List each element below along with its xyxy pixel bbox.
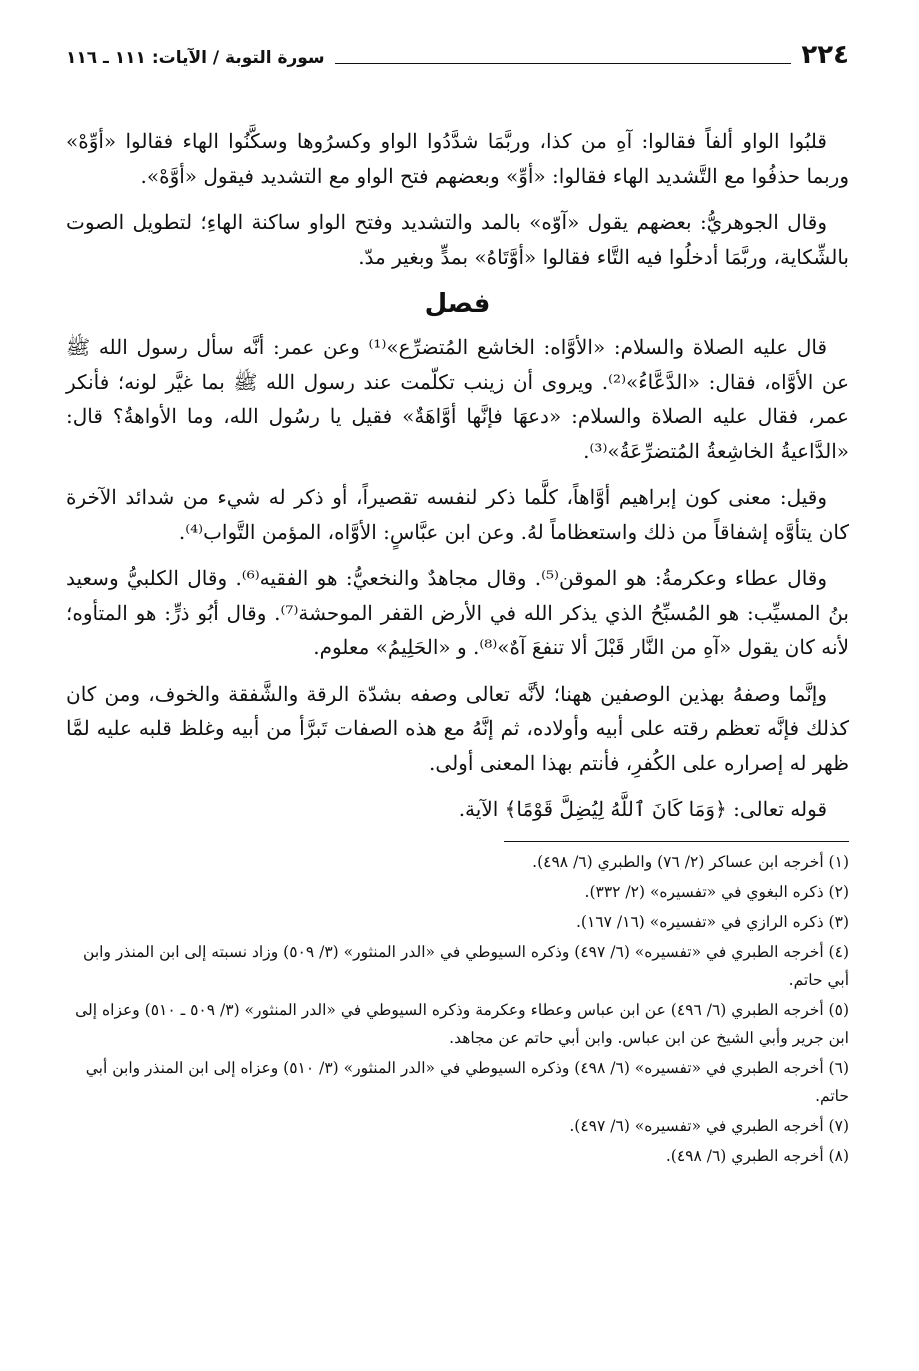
- footnote: (٤) أخرجه الطبري في «تفسيره» (٦/ ٤٩٧) وذكره السيوطي في «الدر المنثور» (٣/ ٥٠٩) وزاد نسبته إلى ابن المنذر وابن أبي حاتم.: [83, 942, 849, 989]
- footnote: (٣) ذكره الرازي في «تفسيره» (١٦/ ١٦٧).: [576, 912, 849, 931]
- section-heading: فصل: [424, 289, 491, 319]
- footnote: (٥) أخرجه الطبري (٦/ ٤٩٦) عن ابن عباس وعطاء وعكرمة وذكره السيوطي في «الدر المنثور» (٣/ ٥٠٩ ـ ٥١٠) وعزاه إلى ابن جرير وأبي الشيخ عن ابن عباس. وابن أبي حاتم عن مجاهد.: [75, 1000, 849, 1047]
- footnote: (٧) أخرجه الطبري في «تفسيره» (٦/ ٤٩٧).: [569, 1116, 849, 1135]
- paragraph: قلبُوا الواو ألفاً فقالوا: آهِ من كذا، وربَّمَا شدَّدُوا الواو وكسرُوها وسكَّنُوا الهاء فقالوا «أوِّهْ» وربما حذفُوا مع التَّشديد الهاء فقالوا: «أوِّ» وبعضهم فتح الواو مع التشديد فيقول «أوَّهْ».: [66, 129, 849, 188]
- paragraph: وقال الجوهريُّ: بعضهم يقول «آوّه» بالمد والتشديد وفتح الواو ساكنة الهاءِ؛ لتطويل الصوت بالشِّكاية، وربَّمَا أدخلُوا فيه التَّاء فقالوا «أوَّتَاهُ» بمدٍّ وبغير مدّ.: [66, 210, 849, 269]
- paragraph: قال عليه الصلاة والسلام: «الأوَّاه: الخاشع المُتضرِّع»⁽¹⁾ وعن عمر: أنَّه سأل رسول الله ﷺ عن الأوَّاه، فقال: «الدَّعَّاءُ»⁽²⁾. ويروى أن زينب تكلّمت عند رسول الله ﷺ بما غيَّر لونه؛ فأنكر عمر، فقال عليه الصلاة والسلام: «دعهَا فإنَّها أوَّاهَةٌ» فقيل يا رسُول الله، وما الأواهةُ؟ قال: «الدَّاعيةُ الخاشِعةُ المُتضرِّعَةُ»⁽³⁾.: [66, 335, 850, 463]
- paragraph: قوله تعالى: ﴿وَمَا كَانَ ٱللَّهُ لِيُضِلَّ قَوْمًا﴾ الآية.: [458, 797, 827, 821]
- footnotes: [66, 848, 849, 1170]
- paragraph: وإنَّما وصفهُ بهذين الوصفين ههنا؛ لأنَّه تعالى وصفه بشدّة الرقة والشَّفقة والخوف، ومن كان كذلك فإنَّه تعظم رقته على أبيه وأولاده، ثم إنَّهُ مع هذه الصفات تَبرَّأ من أبيه وغلظ قلبه عليه لمَّا ظهر له إصراره على الكُفرِ، فأنتم بهذا المعنى أولى.: [66, 681, 849, 775]
- paragraph: وقيل: معنى كون إبراهيم أوَّاهاً، كلَّما ذكر لنفسه تقصيراً، أو ذكر له شيء من شدائد الآخرة كان يتأوَّه إشفاقاً من ذلك واستعظاماً لهُ. وعن ابن عبَّاسٍ: الأوَّاه، المؤمن التَّواب⁽⁴⁾.: [66, 485, 849, 544]
- paragraph: وقال عطاء وعكرمةُ: هو الموقن⁽⁵⁾. وقال مجاهدٌ والنخعيُّ: هو الفقيه⁽⁶⁾. وقال الكلبيُّ وسعيد بنُ المسيِّب: هو المُسبِّحُ الذي يذكر الله في الأرض القفر الموحشة⁽⁷⁾. وقال أبُو ذرٍّ: هو المتأوه؛ لأنه كان يقول «آهِ من النَّار قَبْلَ ألا تنفعَ آهٌ»⁽⁸⁾. و «الحَلِيمُ» معلوم.: [66, 566, 850, 659]
- footnote: (٦) أخرجه الطبري في «تفسيره» (٦/ ٤٩٨) وذكره السيوطي في «الدر المنثور» (٣/ ٥١٠) وعزاه إلى ابن المنذر وابن أبي حاتم.: [85, 1058, 849, 1105]
- running-head: [66, 32, 849, 70]
- footnote: (٨) أخرجه الطبري (٦/ ٤٩٨).: [665, 1146, 849, 1165]
- page-number: ٢٢٤: [801, 40, 849, 70]
- footnote: (٢) ذكره البغوي في «تفسيره» (٢/ ٣٣٢).: [584, 882, 849, 901]
- main-text: [66, 124, 849, 827]
- header-rule: [335, 63, 792, 64]
- running-title: سورة التوبة / الآيات: ١١١ ـ ١١٦: [66, 48, 325, 68]
- footnote: (١) أخرجه ابن عساكر (٢/ ٧٦) والطبري (٦/ ٤٩٨).: [532, 852, 849, 871]
- footnote-separator: [504, 841, 849, 842]
